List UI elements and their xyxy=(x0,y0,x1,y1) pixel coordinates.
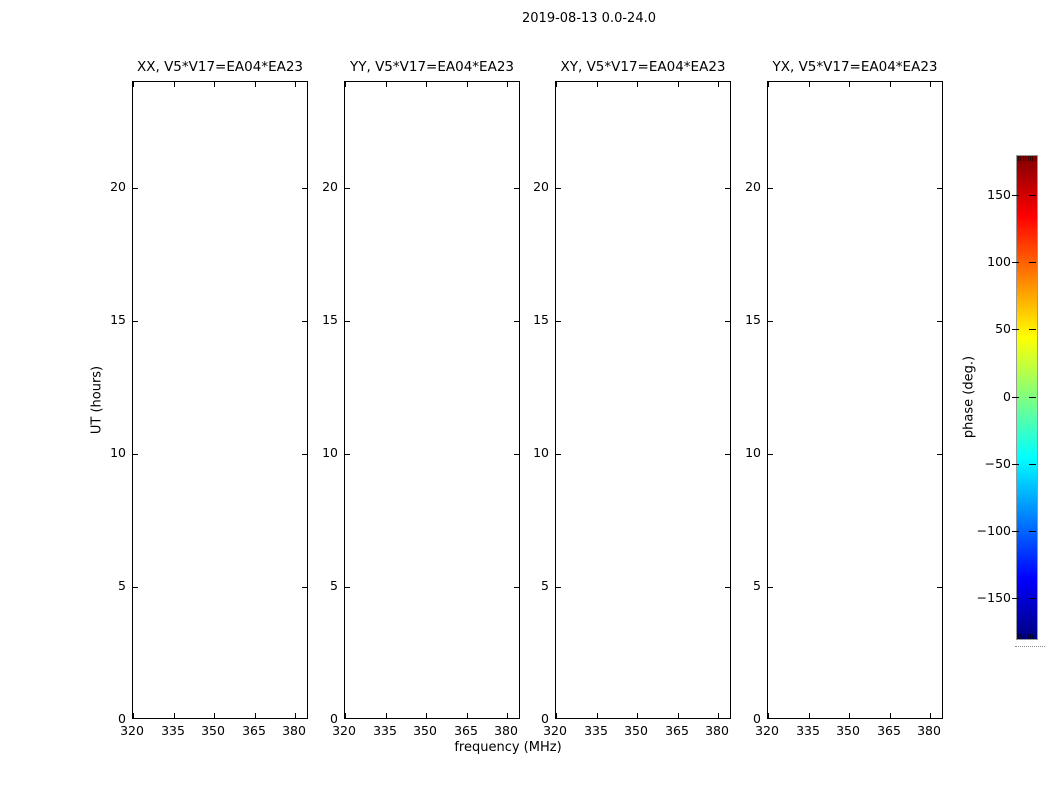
x-tick-label: 335 xyxy=(373,723,397,738)
x-tick-mark xyxy=(597,82,598,87)
y-tick-mark xyxy=(937,321,942,322)
y-tick-mark xyxy=(133,454,138,455)
x-tick-label: 320 xyxy=(120,723,144,738)
colorbar-tick-mark xyxy=(1012,598,1019,599)
x-tick-label: 365 xyxy=(454,723,478,738)
x-tick-mark xyxy=(133,82,134,87)
x-tick-label: 335 xyxy=(796,723,820,738)
y-tick-label: 20 xyxy=(110,179,126,194)
y-tick-label: 20 xyxy=(533,179,549,194)
y-tick-mark xyxy=(937,587,942,588)
colorbar-tick-label: 50 xyxy=(995,321,1011,336)
y-tick-label: 5 xyxy=(330,578,338,593)
y-tick-label: 5 xyxy=(541,578,549,593)
colorbar-tick-mark xyxy=(1029,598,1036,599)
colorbar-edge-hatch xyxy=(1023,634,1024,639)
colorbar-tick-mark xyxy=(1012,262,1019,263)
y-tick-label: 0 xyxy=(541,711,549,726)
x-tick-mark xyxy=(295,713,296,718)
panel-xy xyxy=(533,59,731,738)
x-tick-mark xyxy=(890,82,891,87)
colorbar-tick-mark xyxy=(1012,464,1019,465)
x-tick-label: 335 xyxy=(584,723,608,738)
y-tick-mark xyxy=(133,188,138,189)
y-tick-label: 5 xyxy=(118,578,126,593)
x-tick-mark xyxy=(890,713,891,718)
colorbar-tick-mark xyxy=(1029,464,1036,465)
colorbar-edge-hatch xyxy=(1020,634,1021,639)
y-tick-mark xyxy=(937,718,942,719)
y-tick-label: 10 xyxy=(745,445,761,460)
x-tick-mark xyxy=(597,713,598,718)
colorbar-edge-hatch xyxy=(1032,634,1033,639)
y-tick-mark xyxy=(345,718,350,719)
panel-title-yy: YY, V5*V17=EA04*EA23 xyxy=(349,59,515,75)
x-tick-mark xyxy=(295,82,296,87)
y-tick-mark xyxy=(556,188,561,189)
y-tick-mark xyxy=(345,587,350,588)
x-tick-mark xyxy=(255,82,256,87)
y-tick-label: 15 xyxy=(322,312,338,327)
x-tick-label: 380 xyxy=(917,723,941,738)
colorbar-tick-mark xyxy=(1029,397,1036,398)
colorbar-edge-hatch xyxy=(1020,156,1021,161)
y-tick-mark xyxy=(768,321,773,322)
x-tick-mark xyxy=(174,82,175,87)
y-tick-label: 15 xyxy=(533,312,549,327)
colorbar-tick-label: −100 xyxy=(976,523,1011,538)
colorbar-tick-mark xyxy=(1012,329,1019,330)
x-tick-label: 365 xyxy=(877,723,901,738)
colorbar-tick-label: 0 xyxy=(1003,389,1011,404)
colorbar-tick-mark xyxy=(1029,195,1036,196)
x-tick-label: 380 xyxy=(282,723,306,738)
figure-title: 2019-08-13 0.0-24.0 xyxy=(522,11,656,26)
colorbar-label: phase (deg.) xyxy=(961,355,977,439)
plot-area-xy xyxy=(555,81,731,719)
panel-xx xyxy=(110,59,308,738)
x-tick-mark xyxy=(214,713,215,718)
colorbar-edge-hatch xyxy=(1035,634,1036,639)
x-tick-mark xyxy=(507,713,508,718)
x-tick-mark xyxy=(849,713,850,718)
x-tick-mark xyxy=(386,713,387,718)
x-tick-mark xyxy=(386,82,387,87)
x-tick-mark xyxy=(507,82,508,87)
y-tick-label: 10 xyxy=(322,445,338,460)
colorbar-tick-label: −150 xyxy=(976,590,1011,605)
colorbar-tick-mark xyxy=(1029,329,1036,330)
colorbar-edge-hatch xyxy=(1025,634,1026,639)
colorbar-edge-hatch xyxy=(1018,634,1019,639)
x-axis-label: frequency (MHz) xyxy=(454,740,562,755)
y-tick-label: 15 xyxy=(110,312,126,327)
panel-title-xy: XY, V5*V17=EA04*EA23 xyxy=(560,59,726,75)
plot-area-yx xyxy=(767,81,943,719)
y-tick-mark xyxy=(768,188,773,189)
x-tick-mark xyxy=(174,713,175,718)
x-tick-mark xyxy=(426,713,427,718)
x-tick-label: 380 xyxy=(705,723,729,738)
x-tick-label: 350 xyxy=(413,723,437,738)
colorbar-tick-label: 150 xyxy=(987,187,1011,202)
x-tick-label: 350 xyxy=(836,723,860,738)
x-tick-mark xyxy=(930,713,931,718)
y-tick-label: 15 xyxy=(745,312,761,327)
colorbar-edge-hatch xyxy=(1018,156,1019,161)
x-tick-mark xyxy=(718,713,719,718)
x-tick-mark xyxy=(849,82,850,87)
x-tick-mark xyxy=(214,82,215,87)
colorbar-tick-mark xyxy=(1029,531,1036,532)
colorbar-edge-hatch xyxy=(1030,156,1031,161)
x-tick-mark xyxy=(637,713,638,718)
panel-title-xx: XX, V5*V17=EA04*EA23 xyxy=(136,59,304,75)
y-tick-label: 10 xyxy=(533,445,549,460)
x-tick-mark xyxy=(718,82,719,87)
y-tick-mark xyxy=(937,188,942,189)
y-tick-mark xyxy=(556,454,561,455)
colorbar-edge-hatch xyxy=(1035,156,1036,161)
x-tick-label: 320 xyxy=(332,723,356,738)
colorbar-tick-mark xyxy=(1012,195,1019,196)
x-tick-mark xyxy=(345,82,346,87)
panel-yy xyxy=(322,59,520,738)
colorbar-edge-hatch xyxy=(1032,156,1033,161)
y-tick-label: 0 xyxy=(753,711,761,726)
x-tick-mark xyxy=(467,82,468,87)
colorbar-tick-mark xyxy=(1012,397,1019,398)
panel-yx xyxy=(745,59,943,738)
x-tick-mark xyxy=(678,713,679,718)
y-tick-mark xyxy=(345,454,350,455)
panel-title-yx: YX, V5*V17=EA04*EA23 xyxy=(772,59,938,75)
x-tick-mark xyxy=(637,82,638,87)
x-tick-mark xyxy=(809,82,810,87)
colorbar-tick-label: 100 xyxy=(987,254,1011,269)
colorbar-bottom-dotted-line xyxy=(1015,646,1045,647)
y-tick-mark xyxy=(556,587,561,588)
x-tick-mark xyxy=(768,82,769,87)
colorbar-edge-hatch xyxy=(1028,634,1029,639)
plot-area-xx xyxy=(132,81,308,719)
x-tick-label: 350 xyxy=(201,723,225,738)
y-tick-mark xyxy=(133,718,138,719)
y-tick-mark xyxy=(345,188,350,189)
x-tick-label: 380 xyxy=(494,723,518,738)
y-tick-label: 5 xyxy=(753,578,761,593)
x-tick-label: 335 xyxy=(161,723,185,738)
y-tick-mark xyxy=(937,454,942,455)
x-tick-label: 365 xyxy=(242,723,266,738)
y-tick-label: 0 xyxy=(118,711,126,726)
colorbar-edge-hatch xyxy=(1023,156,1024,161)
y-axis-label: UT (hours) xyxy=(89,365,105,435)
y-tick-mark xyxy=(768,718,773,719)
colorbar-edge-hatch xyxy=(1028,156,1029,161)
y-tick-label: 20 xyxy=(745,179,761,194)
colorbar-tick-mark xyxy=(1012,531,1019,532)
colorbar-tick-mark xyxy=(1029,262,1036,263)
y-tick-mark xyxy=(345,321,350,322)
y-tick-mark xyxy=(133,321,138,322)
y-tick-mark xyxy=(768,454,773,455)
y-tick-mark xyxy=(133,587,138,588)
y-tick-mark xyxy=(556,321,561,322)
plot-area-yy xyxy=(344,81,520,719)
x-tick-label: 320 xyxy=(543,723,567,738)
y-tick-label: 10 xyxy=(110,445,126,460)
x-tick-label: 365 xyxy=(665,723,689,738)
x-tick-mark xyxy=(255,713,256,718)
x-tick-label: 320 xyxy=(755,723,779,738)
colorbar-edge-hatch xyxy=(1030,634,1031,639)
y-tick-label: 20 xyxy=(322,179,338,194)
x-tick-mark xyxy=(467,713,468,718)
y-tick-mark xyxy=(556,718,561,719)
y-tick-mark xyxy=(768,587,773,588)
colorbar-edge-hatch xyxy=(1025,156,1026,161)
x-tick-mark xyxy=(678,82,679,87)
x-tick-label: 350 xyxy=(624,723,648,738)
x-tick-mark xyxy=(809,713,810,718)
x-tick-mark xyxy=(556,82,557,87)
x-tick-mark xyxy=(930,82,931,87)
x-tick-mark xyxy=(426,82,427,87)
colorbar-tick-label: −50 xyxy=(984,456,1011,471)
y-tick-label: 0 xyxy=(330,711,338,726)
